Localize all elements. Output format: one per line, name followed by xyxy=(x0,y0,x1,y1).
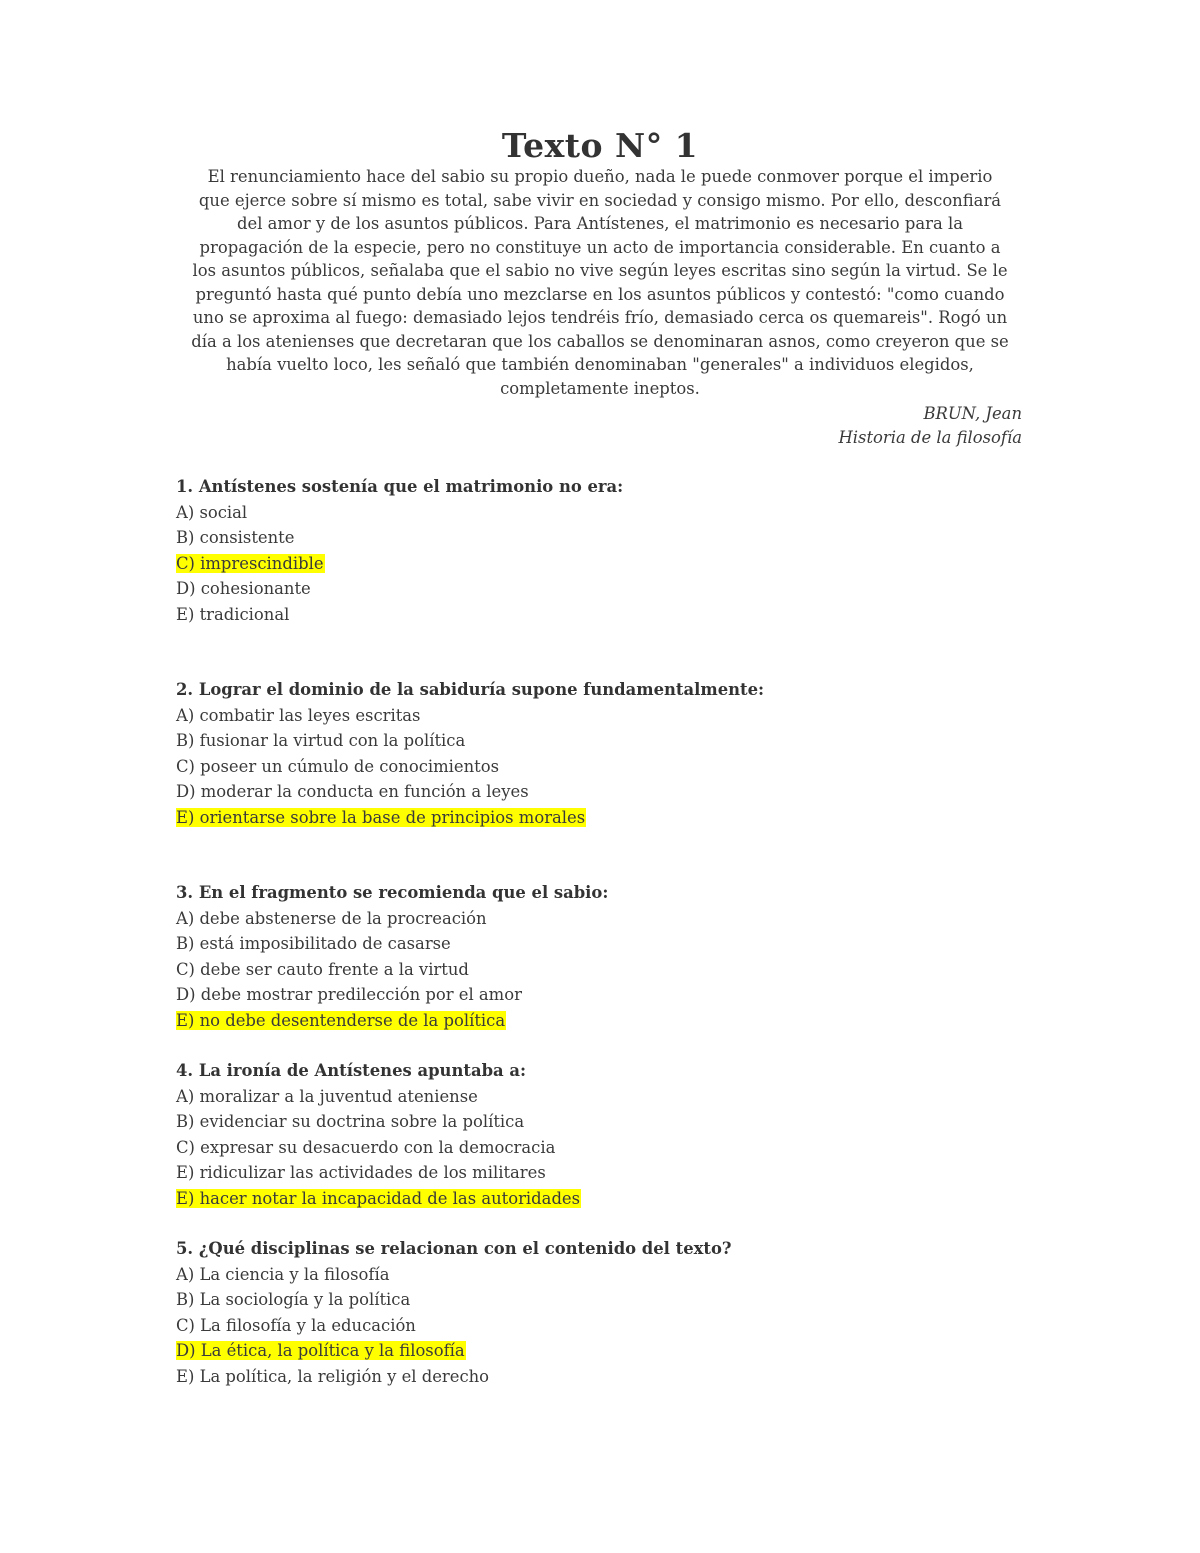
answer-option: D) cohesionante xyxy=(176,579,311,598)
answer-option: D) moderar la conducta en función a leyes xyxy=(176,782,529,801)
question-2 xyxy=(176,677,764,830)
passage-line: que ejerce sobre sí mismo es total, sabe vivir en sociedad y consigo mismo. Por ello, desconfiará xyxy=(198,190,1002,210)
passage-line: los asuntos públicos, señalaba que el sabio no vive según leyes escritas sino según la virtud. Se le xyxy=(192,261,1008,280)
answer-option: B) evidenciar su doctrina sobre la política xyxy=(176,1112,525,1131)
question-prompt: 3. En el fragmento se recomienda que el sabio: xyxy=(176,883,609,902)
question-5 xyxy=(176,1236,732,1389)
answer-option: B) fusionar la virtud con la política xyxy=(176,731,466,750)
answer-option: A) La ciencia y la filosofía xyxy=(176,1264,390,1284)
source-work: Historia de la filosofía xyxy=(838,427,1022,447)
answer-option: C) debe ser cauto frente a la virtud xyxy=(176,959,469,979)
answer-option: E) tradicional xyxy=(176,604,290,624)
question-prompt: 1. Antístenes sostenía que el matrimonio no era: xyxy=(176,477,624,496)
passage-line: había vuelto loco, les señaló que también denominaban "generales" a individuos elegidos, xyxy=(226,355,974,374)
reading-passage xyxy=(170,165,1030,400)
answer-option: D) debe mostrar predilección por el amor xyxy=(176,985,522,1004)
question-4 xyxy=(176,1058,581,1211)
question-prompt: 2. Lograr el dominio de la sabiduría supone fundamentalmente: xyxy=(176,680,765,699)
source-author: BRUN, Jean xyxy=(923,404,1022,423)
passage-line: El renunciamiento hace del sabio su propio dueño, nada le puede conmover porque el imperio xyxy=(207,167,993,186)
passage-line: propagación de la especie, pero no constituye un acto de importancia considerable. En cuanto a xyxy=(199,237,1001,257)
answer-option-highlighted: C) imprescindible xyxy=(176,553,324,573)
answer-option: B) está imposibilitado de casarse xyxy=(176,934,451,953)
answer-option: A) combatir las leyes escritas xyxy=(176,705,421,725)
answer-option: E) La política, la religión y el derecho xyxy=(176,1366,490,1386)
question-1 xyxy=(176,474,623,627)
question-prompt: 4. La ironía de Antístenes apuntaba a: xyxy=(176,1061,527,1080)
passage-line: uno se aproxima al fuego: demasiado lejos tendréis frío, demasiado cerca os quemareis". Rogó un xyxy=(192,308,1008,327)
answer-option: A) moralizar a la juventud ateniense xyxy=(176,1086,478,1106)
question-3 xyxy=(176,880,608,1033)
page-title: Texto N° 1 xyxy=(501,126,699,165)
passage-line: del amor y de los asuntos públicos. Para Antístenes, el matrimonio es necesario para la xyxy=(237,214,963,233)
answer-option-highlighted: E) no debe desentenderse de la política xyxy=(176,1010,506,1030)
answer-option: A) debe abstenerse de la procreación xyxy=(176,908,487,928)
passage-line: día a los atenienses que decretaran que los caballos se denominaran asnos, como creyeron que se xyxy=(191,331,1009,351)
answer-option: B) La sociología y la política xyxy=(176,1290,411,1309)
answer-option: A) social xyxy=(176,502,248,522)
answer-option-highlighted: D) La ética, la política y la filosofía xyxy=(176,1341,465,1360)
question-prompt: 5. ¿Qué disciplinas se relacionan con el contenido del texto? xyxy=(176,1239,732,1258)
source-citation xyxy=(839,402,1023,449)
answer-option: E) ridiculizar las actividades de los militares xyxy=(176,1163,546,1182)
answer-option: B) consistente xyxy=(176,528,295,547)
answer-option: C) poseer un cúmulo de conocimientos xyxy=(176,756,500,776)
answer-option: C) expresar su desacuerdo con la democracia xyxy=(176,1137,556,1157)
answer-option-highlighted: E) orientarse sobre la base de principios morales xyxy=(176,807,586,827)
answer-option-highlighted: E) hacer notar la incapacidad de las autoridades xyxy=(176,1188,581,1208)
passage-line: preguntó hasta qué punto debía uno mezclarse en los asuntos públicos y contestó: "como cuando xyxy=(195,284,1005,304)
answer-option: C) La filosofía y la educación xyxy=(176,1315,416,1335)
passage-line: completamente ineptos. xyxy=(500,378,700,398)
